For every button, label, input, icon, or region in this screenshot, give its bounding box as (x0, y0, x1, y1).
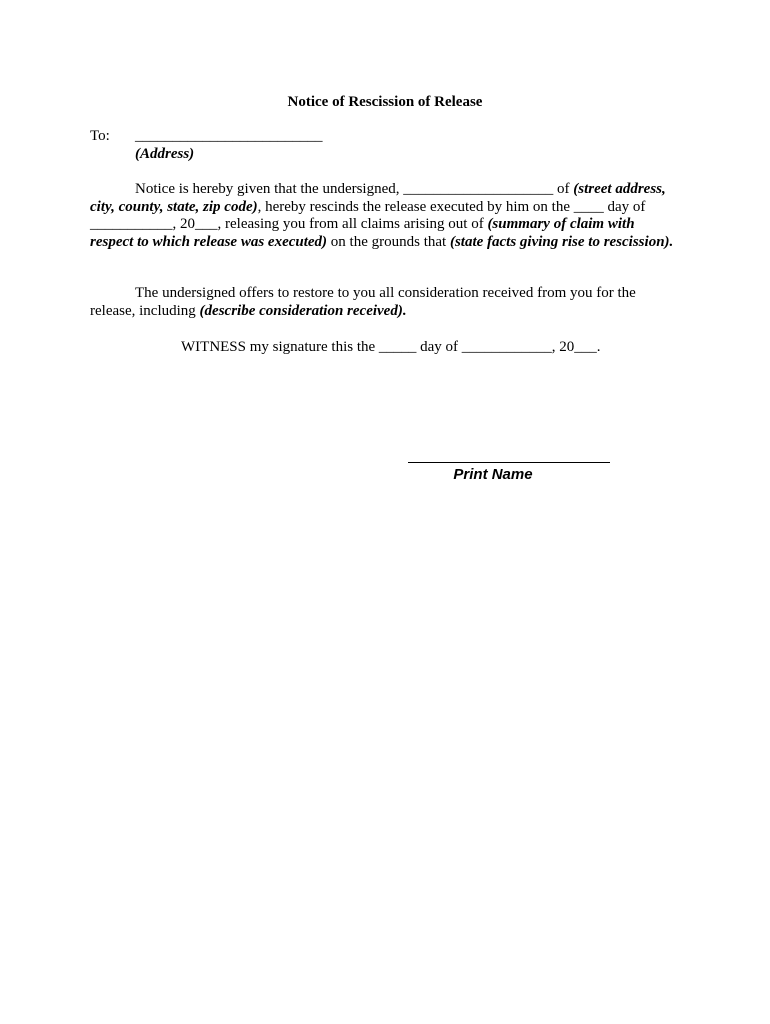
address-hint: (Address) (135, 146, 195, 162)
to-address-blank: _________________________ (135, 128, 323, 144)
consideration-paragraph (90, 285, 680, 320)
consideration-hint: (describe consideration received). (199, 302, 407, 319)
notice-paragraph (90, 181, 680, 251)
notice-text-1: Notice is hereby given that the undersigned, ____________________ of (135, 181, 574, 197)
print-name-label: Print Name (453, 466, 533, 483)
to-label: To: (90, 128, 110, 144)
notice-text-2: , hereby rescinds the release executed by him on the ____ day of ___________, 20___, releasing you from all claims arising out of (90, 198, 646, 232)
notice-text-3: on the grounds that (327, 233, 450, 250)
signature-line (408, 462, 610, 463)
claim-summary-hint: (summary of claim with respect to which release was executed) (90, 216, 635, 250)
street-address-hint: (street address, city, county, state, zip code) (90, 181, 666, 215)
rescission-facts-hint: (state facts giving rise to rescission). (449, 233, 674, 250)
document-title: Notice of Rescission of Release (287, 94, 483, 110)
witness-line: WITNESS my signature this the _____ day of ____________, 20___. (181, 339, 601, 355)
consideration-text: The undersigned offers to restore to you all consideration received from you for the release, including (90, 285, 636, 319)
